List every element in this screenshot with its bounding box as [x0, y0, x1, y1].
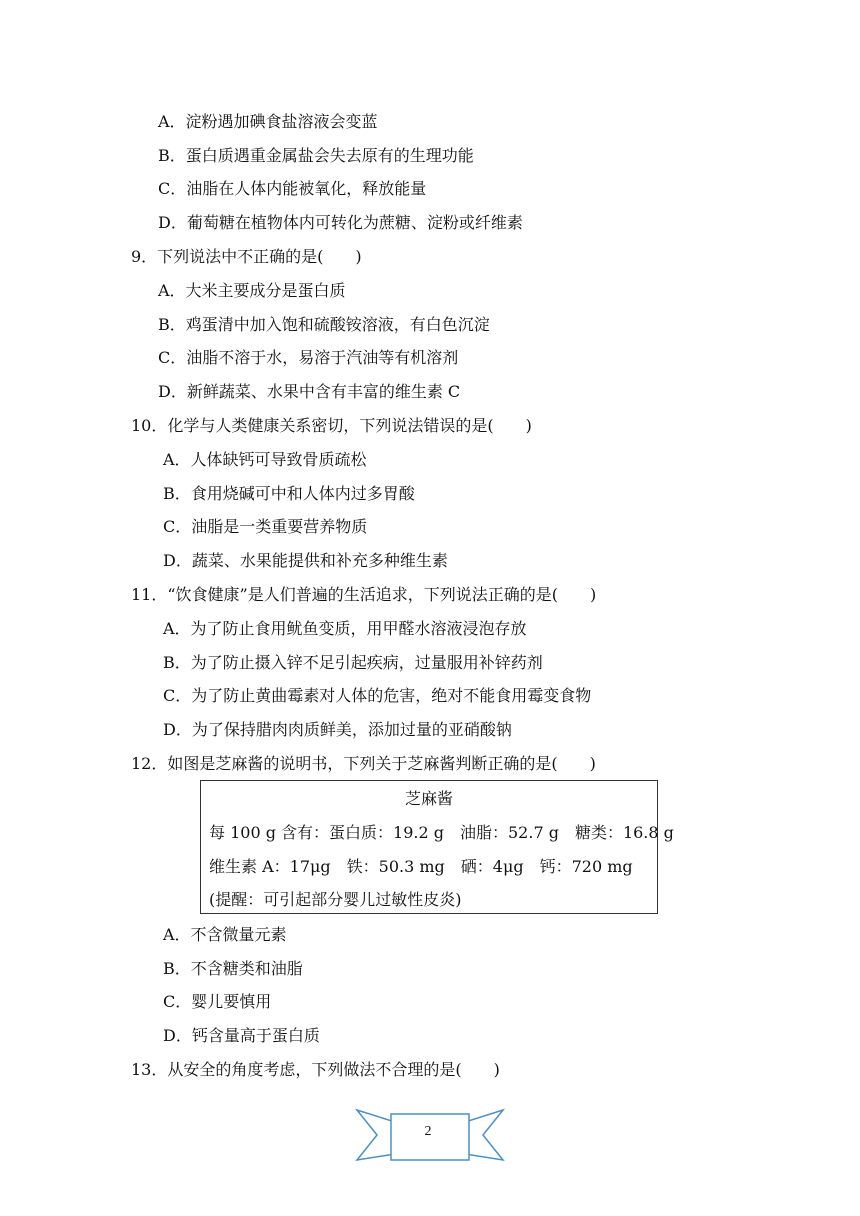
q11-stem: 11．“饮食健康”是人们普遍的生活追求，下列说法正确的是( )	[131, 585, 597, 604]
q12-option-d: D．钙含量高于蛋白质	[163, 1026, 320, 1045]
q12-option-a: A．不含微量元素	[163, 925, 287, 944]
q11-option-b: B．为了防止摄入锌不足引起疾病，过量服用补锌药剂	[163, 653, 543, 672]
q11-option-c: C．为了防止黄曲霉素对人体的危害，绝对不能食用霉变食物	[163, 686, 592, 705]
nutrition-label-box	[200, 780, 674, 914]
q10-option-a: A．人体缺钙可导致骨质疏松	[163, 450, 367, 469]
q11-option-a: A．为了防止食用鱿鱼变质，用甲醛水溶液浸泡存放	[163, 619, 527, 638]
q8-option-a: A．淀粉遇加碘食盐溶液会变蓝	[158, 112, 378, 131]
nutrition-label-line-3: (提醒：可引起部分婴儿过敏性皮炎)	[209, 890, 462, 909]
q9-stem: 9．下列说法中不正确的是( )	[131, 247, 362, 266]
q9-option-a: A．大米主要成分是蛋白质	[158, 281, 346, 300]
q11-option-d: D．为了保持腊肉肉质鲜美，添加过量的亚硝酸钠	[163, 720, 512, 739]
q9-option-d: D．新鲜蔬菜、水果中含有丰富的维生素 C	[158, 382, 461, 401]
q10-option-d: D．蔬菜、水果能提供和补充多种维生素	[163, 551, 448, 570]
q12-option-b: B．不含糖类和油脂	[163, 959, 303, 978]
q8-option-c: C．油脂在人体内能被氧化，释放能量	[158, 179, 427, 198]
page-number: 2	[424, 1124, 432, 1139]
q8-option-d: D．葡萄糖在植物体内可转化为蔗糖、淀粉或纤维素	[158, 213, 523, 232]
q9-option-c: C．油脂不溶于水，易溶于汽油等有机溶剂	[158, 348, 459, 367]
nutrition-label-line-1: 每 100 g 含有：蛋白质：19.2 g 油脂：52.7 g 糖类：16.8 g	[209, 823, 674, 842]
q9-option-b: B．鸡蛋清中加入饱和硫酸铵溶液，有白色沉淀	[158, 315, 490, 334]
q12-option-c: C．婴儿要慎用	[163, 992, 272, 1011]
nutrition-label-title: 芝麻酱	[404, 789, 453, 808]
q12-stem: 12．如图是芝麻酱的说明书，下列关于芝麻酱判断正确的是( )	[131, 754, 596, 773]
q10-option-c: C．油脂是一类重要营养物质	[163, 517, 368, 536]
q10-stem: 10．化学与人类健康关系密切，下列说法错误的是( )	[131, 416, 532, 435]
q10-option-b: B．食用烧碱可中和人体内过多胃酸	[163, 484, 415, 503]
nutrition-label-line-2: 维生素 A：17μg 铁：50.3 mg 硒：4μg 钙：720 mg	[209, 857, 633, 876]
q13-stem: 13．从安全的角度考虑，下列做法不合理的是( )	[131, 1060, 500, 1079]
q8-option-b: B．蛋白质遇重金属盐会失去原有的生理功能	[158, 146, 474, 165]
